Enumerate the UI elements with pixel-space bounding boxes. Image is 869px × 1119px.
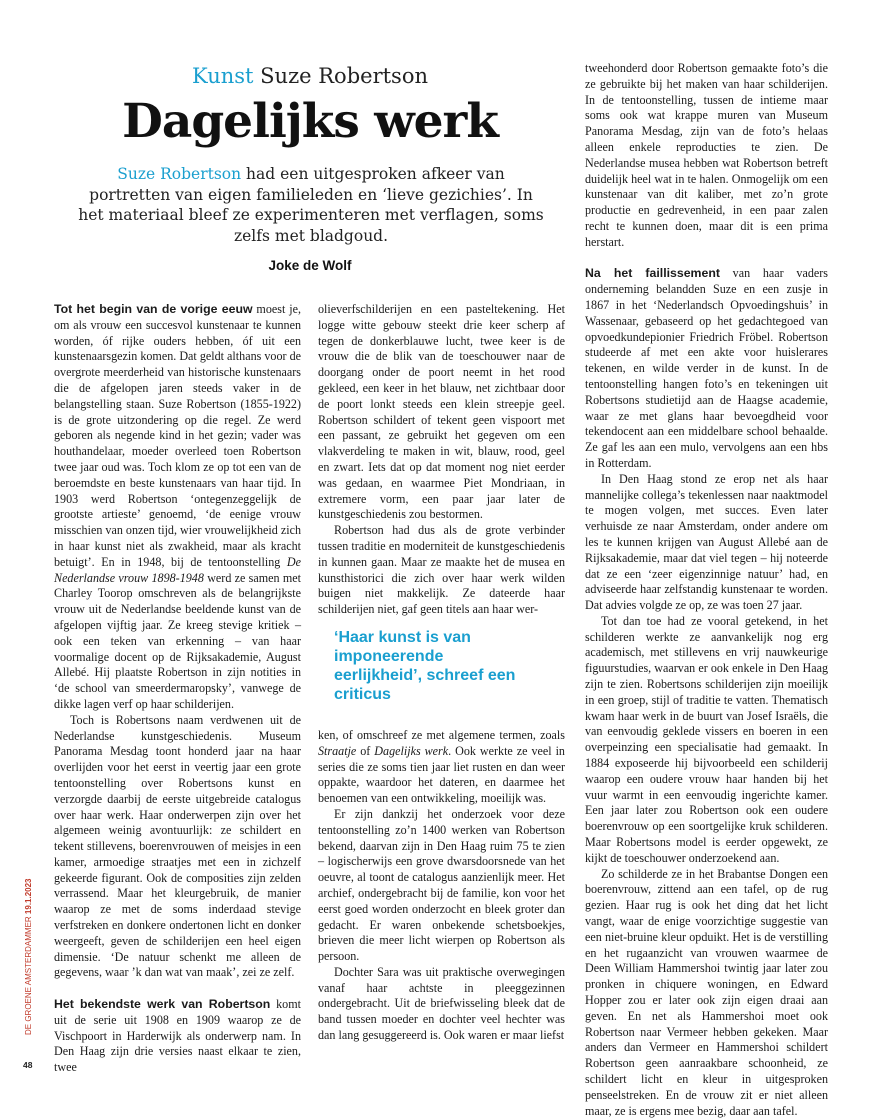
paragraph: Dochter Sara was uit praktische overwegingen vanaf haar achtste in pleeggezinnen ondergebracht. Uit de briefwisseling bleek dat de band tussen moeder en dochter veel hechter was dan lang gesuggereerd is. Ook waren er maar liefst [318, 964, 565, 1043]
exhibition-title: De Nederlandse vrouw 1898-1948 [54, 554, 301, 585]
paragraph: In Den Haag stond ze erop net als haar mannelijke collega’s tekenlessen naar naaktmodel te mogen volgen, met succes. Even later verhuisde ze naar Amsterdam, onder andere om les te kunnen krijgen van August Allebé aan de Rijksakademie, maar dat viel tegen – hij noteerde dat ze een ‘zeer eigenzinnige natuur’ had, en adviseerde haar zelfstandig kunstenaar te worden. Dat advies volgde ze op, ze was toen 27 jaar. [585, 471, 828, 613]
magazine-name: DE GROENE AMSTERDAMMER [24, 916, 33, 1035]
paragraph: olieverfschilderijen en een pasteltekening. Het logge witte gebouw steekt drie keer scherp af tegen de donkerblauwe lucht, twee keer is de vrouw die de blik van de toeschouwer naar de doorgang onder de poort neemt in het rood gekleed, een keer in het blauw, net zichtbaar door de poort lonkt steeds een klein streepje geel. Robertson schildert of tekent geen vispoort met een passant, ze gebruikt het gegeven om een vlakverdeling te maken in wit, blauw, rood, geel en zwart. Iets dat op dat moment nog niet eerder was gedaan, en waarmee Piet Mondriaan, in extremere vorm, een paar jaar later de kunstgeschiedenis zou bestormen. [318, 302, 565, 522]
paragraph: Tot het begin van de vorige eeuw moest je, om als vrouw een succesvol kunstenaar te kunnen worden, óf rijke ouders hebben, óf uit een kunstenaarsgezin komen. Dat geldt althans voor de overgrote meerderheid van historische kunstenaars die de afgelopen jaren steeds vaker in de belangstelling staan. Suze Robertson (1855-1922) is de grote uitzondering op die regel. Ze werd geboren als negende kind in het gezin; vader was houthandelaar, moeder overleed toen Robertson twee jaar oud was. Toch klom ze op tot een van de beroemdste en beste kunstenaars van haar tijd. In 1903 werd Robertson ‘ontegenzeggelijk de grootste artieste’ genoemd, ‘de eenige vrouw misschien van onzen tijd, wier vrouwelijkheid zich in haar kunst niet als zwakheid, maar als kracht betuigt’. En in 1948, bij de tentoonstelling De Nederlandse vrouw 1898-1948 werd ze samen met Charley Toorop omschreven als de belangrijkste vrouw uit de Nederlandse beeldende kunst van de afgelopen vijftig jaar. Ze kreeg stevige kritiek – ook een teken van erkenning – van haar voormalige docent op de Rijksakademie, August Allebé. Hij plaatste Robertson in zijn notities in ‘de school van smeerdermaropsky’, vanwege de dikke lagen verf op haar schilderijen. [54, 302, 301, 711]
paragraph: Na het faillissement van haar vaders onderneming belandden Suze en een zusje in 1867 in het ‘Nederlandsch Opvoedingshuis’ in Wassenaar, gebaseerd op het gedachtegoed van opvoedkundepionier Friedrich Fröbel. Robertson studeerde af met een akte voor huislerares tekenen, en wilde verder in de kunst. In de tentoonstelling hangen foto’s en tekeningen uit Robertsons studietijd aan de Haagse academie, waar ze met glans haar bevoegdheid voor tekendocent aan een middelbare school behaalde. Ze gaf les aan een mulo, vervolgens aan een hbs in Rotterdam. [585, 266, 828, 470]
article-headline: Dagelijks werk [122, 94, 498, 149]
paragraph: tweehonderd door Robertson gemaakte foto’s die ze gebruikte bij het maken van haar schilderijen. In de tentoonstelling, tussen de intieme maar soms ook wat krappe muren van Museum Panorama Mesdag, zijn van de foto’s helaas alleen enkele reproducties te zien. De Nederlandse musea hebben wat Robertson betreft duidelijk heel wat in te halen. Onmogelijk om een kunstenaar van dit kaliber, met zo’n grote productie en gedrevenheid, in een paar zalen recht te kunnen doen, maar dit is een prima herstart. [585, 61, 828, 249]
paragraph-lead-in: Het bekendste werk van Robertson [54, 997, 271, 1012]
article-lead [78, 164, 544, 246]
section-label: Kunst [191, 64, 254, 88]
paragraph: Er zijn dankzij het onderzoek voor deze tentoonstelling zo’n 1400 werken van Robertson bekend, daarvan zijn in Den Haag ruim 75 te zien – logischerwijs een grove dwarsdoorsnede van het oeuvre, al toont de catalogus aanzienlijk meer. Het archief, ondergebracht bij de familie, kon voor het eerst goed worden onderzocht en bleek groter dan gedacht. Er waren onbekende schetsboekjes, brieven die meer licht wierpen op Robertson als persoon. [318, 806, 565, 964]
artwork-title: Straatje [318, 743, 357, 758]
paragraph: Het bekendste werk van Robertson komt uit de serie uit 1908 en 1909 waarop ze de Vischpoort in Harderwijk als onderwerp nam. In Den Haag zijn drie versies naast elkaar te zien, twee [54, 997, 301, 1075]
issue-date: 19.1.2023 [24, 878, 33, 915]
paragraph: ken, of omschreef ze met algemene termen, zoals Straatje of Dagelijks werk. Ook werkte ze veel in series die ze soms tien jaar liet rusten en dan weer oppakte, waardoor het dateren, en daarmee het benoemen van een ontwikkeling, moeilijk was. [318, 727, 565, 806]
paragraph-lead-in: Tot het begin van de vorige eeuw [54, 302, 253, 316]
paragraph: Toch is Robertsons naam verdwenen uit de Nederlandse kunstgeschiedenis. Museum Panorama Mesdag toont honderd jaar na haar overlijden voor het eerst in veertig jaar een grote tentoonstelling over Robertsons kunst en verzorgde daarbij de eerste uitgebreide catalogus over haar werk. Haar onderwerpen zijn over het algemeen weinig avontuurlijk: ze schildert en tekent stillevens, boerenvrouwen of meisjes in een kamer, armoedige straatjes met een in zichzelf gekeerde figurant. Ook de composities zijn zelden verrassend. Maar het kleurgebruik, de manier waarop ze met de soms inderdaad stevige verfstreken en donkere ondertonen licht en donker weergeeft, geven de schilderijen een heel eigen dimensie. ‘De natuur schenkt me alleen de gegevens, waar ’k dan wat van maak’, zei ze zelf. [54, 712, 301, 980]
paragraph: Robertson had dus als de grote verbinder tussen traditie en moderniteit de kunstgeschiedenis in kunnen gaan. Maar ze maakte het de musea en kunsthistorici die zich over haar werk wilden buigen niet makkelijk. Ze dateerde haar schilderijen niet, gaf geen titels aan haar wer- [318, 523, 565, 617]
pull-quote: ‘Haar kunst is van imponeerende eerlijkheid’, schreef een criticus [334, 629, 516, 703]
subject-label: Suze Robertson [260, 64, 428, 88]
lead-name: Suze Robertson [117, 165, 242, 183]
artwork-title: Dagelijks werk [374, 743, 449, 758]
lead-text: had een uitgesproken afkeer van portretten van eigen familieleden en ‘lieve gezichies’. In het materiaal bleef ze experimenteren met verflagen, soms zelfs met bladgoud. [78, 165, 544, 245]
page-number: 48 [23, 1060, 33, 1070]
magazine-footer [23, 878, 35, 1035]
paragraph: Zo schilderde ze in het Brabantse Dongen een boerenvrouw, zittend aan een tafel, op de rug gezien. Haar rug is ook het ding dat het licht vangt, waar de enige voorzichtige suggestie van een niet-bruine kleur opduikt. Het is de verstilling en het rugaanzicht van vrouwen waarmee de Deen William Hammershoi twintig jaar later zou pronken in chiquere woningen, en Edward Hopper zou er later ook zijn eigen draai aan geven. En net als Hammershoi moet ook Robertson naar Vermeer hebben gekeken. Maar anders dan Vermeer en Hammershoi schildert Robertson geen aanraakbare schoonheid, ze schildert licht en kleur in uitgesproken penseelstreken. En de vrouw zit er niet alleen maar, ze is ergens mee bezig, daar aan tafel. [585, 866, 828, 1118]
section-kicker [0, 63, 620, 89]
paragraph: Tot dan toe had ze vooral getekend, in het schilderen werkte ze aanvankelijk nog erg academisch, met stillevens en vrij nauwkeurige figuurstudies, waarvan er ook enkele in Den Haag zijn te zien. Robertsons schilderijen zijn moeilijk in een groep, stijl of traditie te vatten. Thematisch kwam haar werk in de buurt van Josef Israëls, die van eenvoudig geklede vissers en boeren in een overpeinzing een specialisatie had gemaakt. In 1884 exposeerde hij bijvoorbeeld een schilderij waarop een oudere vrouw haar handen bij het vuur warmt in een eenvoudig ingerichte kamer. Een jaar later zou Robertson ook een oudere boerenvrouw op een soortgelijke kruk schilderen. Maar Robertsons model is eerder opgewekt, ze kijkt de toeschouwer onderzoekend aan. [585, 613, 828, 865]
column-1 [54, 302, 301, 1076]
paragraph-lead-in: Na het faillissement [585, 266, 720, 281]
column-3 [585, 61, 828, 1119]
byline: Joke de Wolf [268, 258, 352, 273]
